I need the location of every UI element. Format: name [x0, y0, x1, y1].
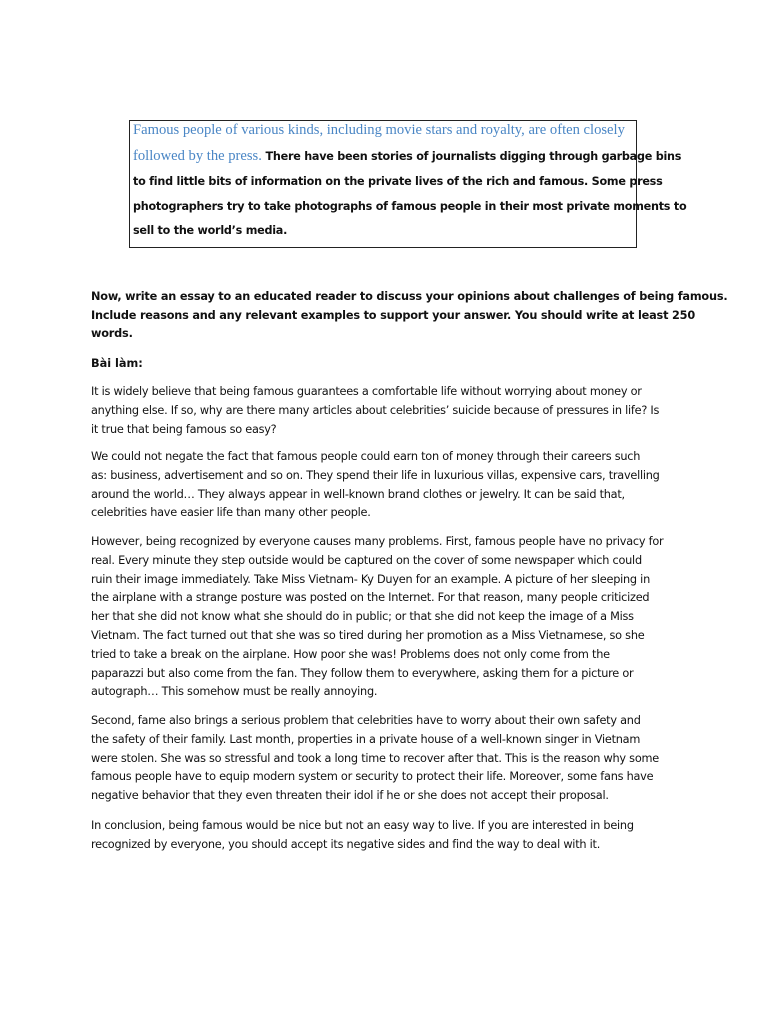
paragraph-line: famous people have to equip modern system or security to protect their life. Moreover, some fans have	[91, 770, 654, 784]
paragraph-benefits	[91, 448, 691, 523]
essay-instruction	[91, 288, 728, 344]
paragraph-safety	[91, 712, 691, 806]
paragraph-privacy	[91, 533, 691, 702]
prompt-line-1: Famous people of various kinds, including movie stars and royalty, are often closely	[133, 122, 625, 138]
paragraph-line: autograph… This somehow must be really annoying.	[91, 685, 378, 699]
paragraph-line: Second, fame also brings a serious problem that celebrities have to worry about their own safety and	[91, 714, 641, 727]
paragraph-line: anything else. If so, why are there many articles about celebrities’ suicide because of pressures in life? Is	[91, 403, 660, 417]
paragraph-line: the airplane with a strange posture was posted on the Internet. For that reason, many people criticized	[91, 591, 650, 605]
prompt-line-3: to find little bits of information on the private lives of the rich and famous. Some press	[133, 175, 663, 188]
paragraph-line: tried to take a break on the airplane. How poor she was! Problems does not only come from the	[91, 647, 610, 661]
instruction-line: Include reasons and any relevant examples to support your answer. You should write at least 250	[91, 308, 695, 322]
paragraph-line: recognized by everyone, you should accept its negative sides and find the way to deal with it.	[91, 837, 601, 851]
paragraph-line: ruin their image immediately. Take Miss Vietnam- Ky Duyen for an example. A picture of her sleeping in	[91, 572, 650, 586]
prompt-line-5: sell to the world’s media.	[133, 224, 288, 237]
prompt-line-2-serif: followed by the press.	[133, 148, 262, 164]
paragraph-line: it true that being famous so easy?	[91, 422, 277, 436]
paragraph-line: paparazzi but also come from the fan. They follow them to everywhere, asking them for a picture or	[91, 666, 634, 680]
instruction-line: Now, write an essay to an educated reader to discuss your opinions about challenges of being famous.	[91, 290, 728, 303]
paragraph-line: were stolen. She was so stressful and took a long time to recover after that. This is the reason why some	[91, 751, 659, 765]
paragraph-line: negative behavior that they even threaten their idol if he or she does not accept their proposal.	[91, 789, 609, 803]
prompt-line-2-bold: There have been stories of journalists digging through garbage bins	[261, 150, 682, 163]
prompt-line-4: photographers try to take photographs of famous people in their most private moments to	[133, 200, 687, 213]
paragraph-intro	[91, 383, 691, 439]
paragraph-line: However, being recognized by everyone causes many problems. First, famous people have no privacy for	[91, 535, 664, 548]
paragraph-line: her that she did not know what she should do in public; or that she did not keep the image of a Miss	[91, 610, 634, 624]
paragraph-line: In conclusion, being famous would be nice but not an easy way to live. If you are interested in being	[91, 819, 634, 832]
paragraph-line: celebrities have easier life than many other people.	[91, 506, 371, 520]
prompt-line-2	[133, 148, 681, 165]
paragraph-line: as: business, advertisement and so on. They spend their life in luxurious villas, expensive cars, travelling	[91, 468, 660, 482]
paragraph-line: We could not negate the fact that famous people could earn ton of money through their careers such	[91, 450, 641, 463]
paragraph-line: It is widely believe that being famous guarantees a comfortable life without worrying about money or	[91, 385, 642, 398]
paragraph-line: the safety of their family. Last month, properties in a private house of a well-known singer in Vietnam	[91, 732, 641, 746]
paragraph-line: around the world… They always appear in well-known brand clothes or jewelry. It can be said that,	[91, 487, 625, 501]
instruction-line: words.	[91, 327, 133, 340]
prompt-box	[129, 120, 687, 248]
paragraph-line: real. Every minute they step outside would be captured on the cover of some newspaper which could	[91, 553, 642, 567]
answer-label: Bài làm:	[91, 357, 143, 370]
paragraph-line: Vietnam. The fact turned out that she was so tired during her promotion as a Miss Vietnamese, so she	[91, 628, 645, 642]
paragraph-conclusion	[91, 817, 691, 855]
